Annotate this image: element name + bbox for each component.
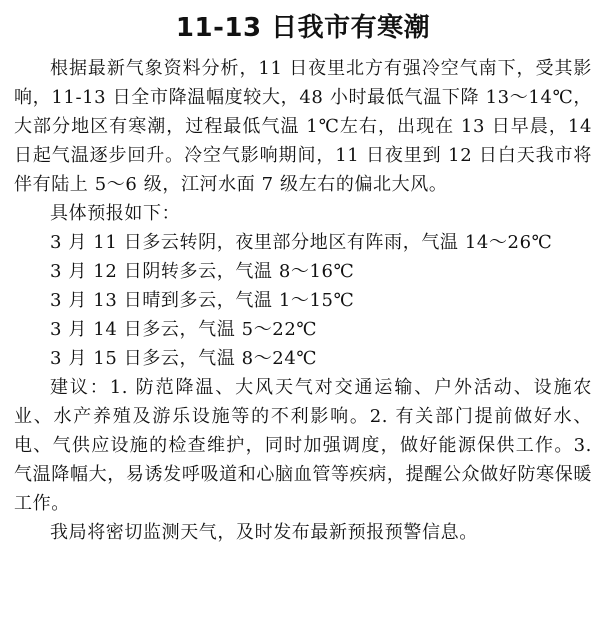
forecast-day-14: 3 月 14 日多云，气温 5～22℃	[50, 319, 318, 340]
forecast-heading: 具体预报如下：	[50, 203, 181, 224]
document-title: 11-13 日我市有寒潮	[175, 13, 431, 43]
intro-paragraph: 根据最新气象资料分析，11 日夜里北方有强冷空气南下，受其影响，11-13 日全市降温幅度较大，48 小时最低气温下降 13～14℃，大部分地区有寒潮，过程最低气温 1℃左右，出现在 13 日早晨，14 日起气温逐步回升。冷空气影响期间，11 日夜里到 12 日白天我市将伴有陆上 5～6 级，江河水面 7 级左右的偏北大风。	[14, 58, 592, 195]
forecast-day-13: 3 月 13 日晴到多云，气温 1～15℃	[50, 290, 355, 311]
advice-paragraph: 建议：1. 防范降温、大风天气对交通运输、户外活动、设施农业、水产养殖及游乐设施等的不利影响。2. 有关部门提前做好水、电、气供应设施的检查维护，同时加强调度，做好能源保供工作。3. 气温降幅大，易诱发呼吸道和心脑血管等疾病，提醒公众做好防寒保暖工作。	[14, 377, 592, 514]
forecast-day-15: 3 月 15 日多云，气温 8～24℃	[50, 348, 318, 369]
forecast-day-11: 3 月 11 日多云转阴，夜里部分地区有阵雨，气温 14～26℃	[50, 232, 553, 253]
closing-paragraph: 我局将密切监测天气，及时发布最新预报预警信息。	[50, 522, 478, 543]
forecast-day-12: 3 月 12 日阴转多云，气温 8～16℃	[50, 261, 355, 282]
